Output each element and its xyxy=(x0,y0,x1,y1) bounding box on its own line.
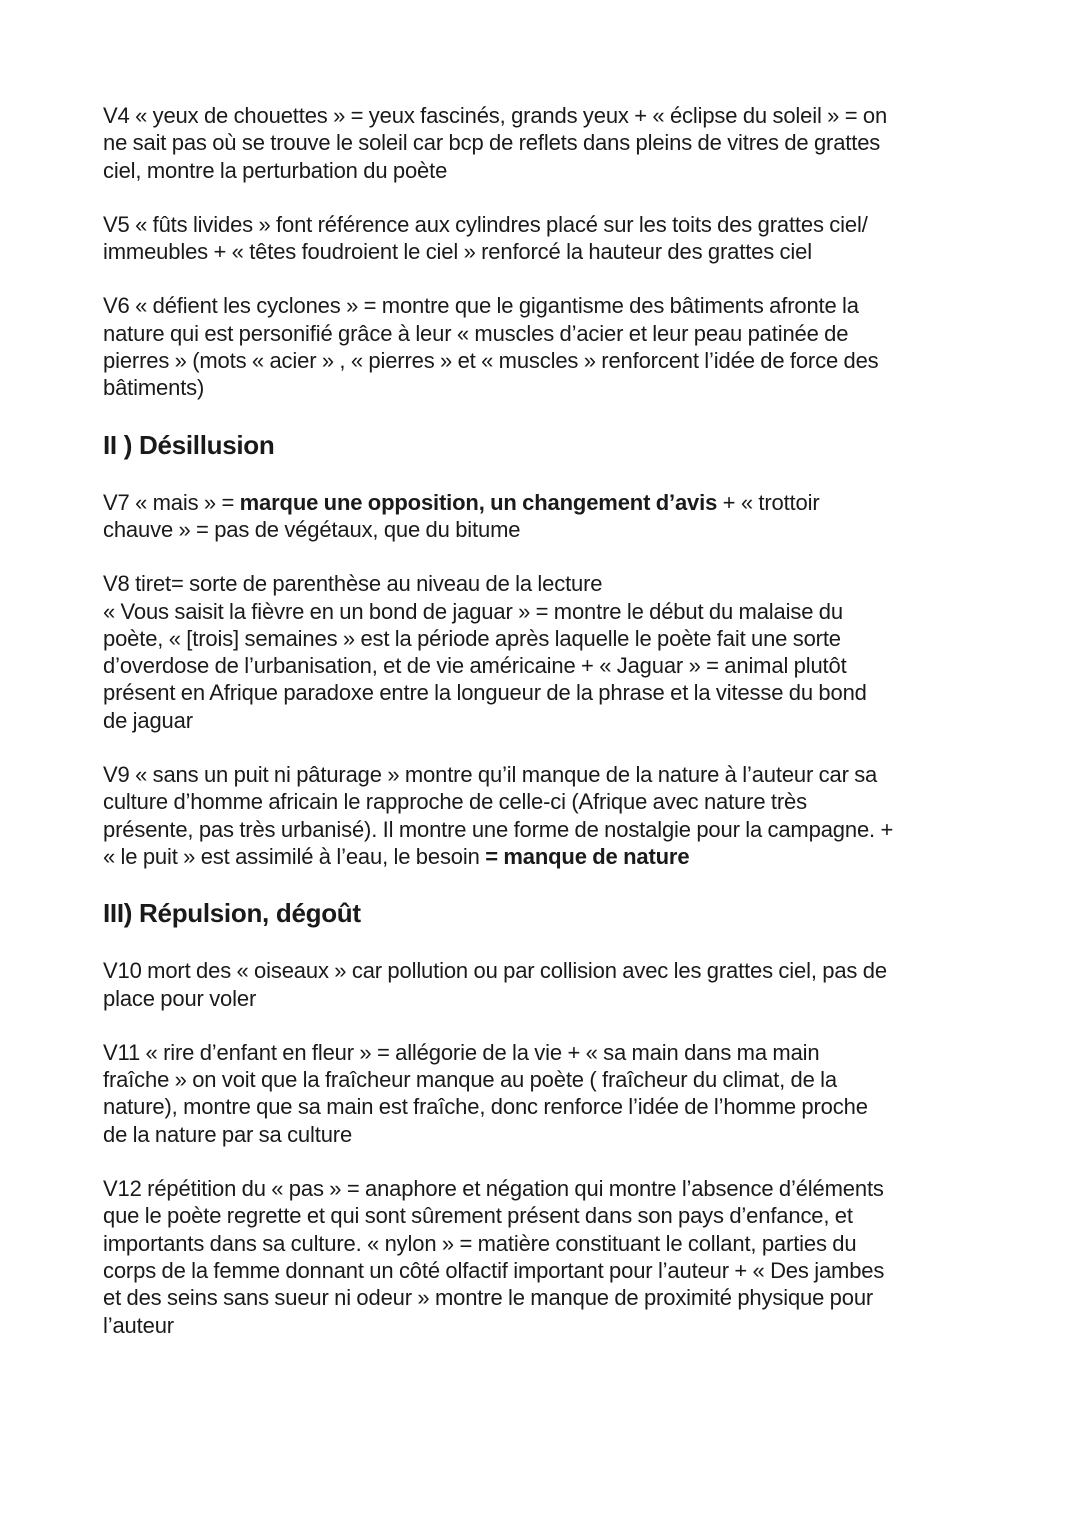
document-page xyxy=(103,102,983,1366)
text-line xyxy=(103,761,983,788)
text-line xyxy=(103,516,983,543)
text-segment: + « trottoir xyxy=(717,489,820,515)
text-segment: V12 répétition du « pas » = anaphore et négation qui montre l’absence d’éléments xyxy=(103,1176,884,1202)
text-segment: V9 « sans un puit ni pâturage » montre qu’il manque de la nature à l’auteur car sa xyxy=(103,762,878,788)
text-line xyxy=(103,292,983,319)
text-segment: de jaguar xyxy=(103,707,193,733)
text-line xyxy=(103,211,983,238)
section-heading: II ) Désillusion xyxy=(103,429,275,460)
text-line xyxy=(103,985,983,1012)
text-line xyxy=(103,238,983,265)
text-segment: V8 tiret= sorte de parenthèse au niveau de la lecture xyxy=(103,571,603,597)
paragraph xyxy=(103,489,983,544)
text-line xyxy=(103,843,983,870)
text-line xyxy=(103,570,983,597)
text-segment: nature), montre que sa main est fraîche, donc renforce l’idée de l’homme proche xyxy=(103,1094,868,1120)
text-segment: ne sait pas où se trouve le soleil car bcp de reflets dans pleins de vitres de grattes xyxy=(103,130,881,156)
text-segment: ciel, montre la perturbation du poète xyxy=(103,157,448,183)
section-heading: III) Répulsion, dégoût xyxy=(103,898,361,929)
text-line xyxy=(103,598,983,625)
text-line xyxy=(103,707,983,734)
text-segment: d’overdose de l’urbanisation, et de vie américaine + « Jaguar » = animal plutôt xyxy=(103,653,847,679)
paragraph xyxy=(103,570,983,734)
text-segment: fraîche » on voit que la fraîcheur manque au poète ( fraîcheur du climat, de la xyxy=(103,1067,837,1093)
text-segment: V11 « rire d’enfant en fleur » = allégorie de la vie + « sa main dans ma main xyxy=(103,1039,820,1065)
text-line xyxy=(103,1066,983,1093)
bold-text: = manque de nature xyxy=(485,843,690,869)
text-line xyxy=(103,1284,983,1311)
text-line xyxy=(103,1312,983,1339)
text-line xyxy=(103,1093,983,1120)
text-line xyxy=(103,652,983,679)
text-segment: bâtiments) xyxy=(103,375,205,401)
text-line xyxy=(103,374,983,401)
text-line xyxy=(103,957,983,984)
text-line xyxy=(103,102,983,129)
text-segment: présente, pas très urbanisé). Il montre une forme de nostalgie pour la campagne. + xyxy=(103,816,894,842)
text-line xyxy=(103,816,983,843)
text-line xyxy=(103,347,983,374)
paragraph xyxy=(103,292,983,401)
text-segment: V7 « mais » = xyxy=(103,489,240,515)
text-segment: poète, « [trois] semaines » est la période après laquelle le poète fait une sorte xyxy=(103,625,841,651)
text-segment: et des seins sans sueur ni odeur » montre le manque de proximité physique pour xyxy=(103,1285,874,1311)
text-segment: de la nature par sa culture xyxy=(103,1121,353,1147)
text-segment: l’auteur xyxy=(103,1312,174,1338)
text-segment: V10 mort des « oiseaux » car pollution ou par collision avec les grattes ciel, pas de xyxy=(103,958,887,984)
text-segment: immeubles + « têtes foudroient le ciel » renforcé la hauteur des grattes ciel xyxy=(103,239,812,265)
bold-text: marque une opposition, un changement d’avis xyxy=(239,489,718,515)
text-line xyxy=(103,625,983,652)
text-line xyxy=(103,1121,983,1148)
text-line xyxy=(103,1202,983,1229)
paragraph xyxy=(103,957,983,1012)
paragraph xyxy=(103,761,983,870)
text-line xyxy=(103,489,983,516)
text-line xyxy=(103,1257,983,1284)
text-segment: « le puit » est assimilé à l’eau, le besoin xyxy=(103,843,486,869)
text-segment: pierres » (mots « acier » , « pierres » et « muscles » renforcent l’idée de force des xyxy=(103,348,879,374)
text-line xyxy=(103,320,983,347)
text-segment: chauve » = pas de végétaux, que du bitume xyxy=(103,516,521,542)
text-segment: importants dans sa culture. « nylon » = matière constituant le collant, parties du xyxy=(103,1230,857,1256)
paragraph xyxy=(103,1175,983,1339)
paragraph xyxy=(103,102,983,184)
text-segment: « Vous saisit la fièvre en un bond de jaguar » = montre le début du malaise du xyxy=(103,598,843,624)
text-line xyxy=(103,679,983,706)
text-segment: nature qui est personifié grâce à leur « muscles d’acier et leur peau patinée de xyxy=(103,320,849,346)
text-line xyxy=(103,129,983,156)
text-line xyxy=(103,788,983,815)
text-segment: culture d’homme africain le rapproche de celle-ci (Afrique avec nature très xyxy=(103,789,807,815)
text-segment: V5 « fûts livides » font référence aux cylindres placé sur les toits des grattes ciel/ xyxy=(103,211,868,237)
text-segment: V4 « yeux de chouettes » = yeux fascinés, grands yeux + « éclipse du soleil » = on xyxy=(103,103,888,128)
text-line xyxy=(103,1175,983,1202)
text-line xyxy=(103,157,983,184)
text-segment: que le poète regrette et qui sont sûrement présent dans son pays d’enfance, et xyxy=(103,1203,853,1229)
text-segment: corps de la femme donnant un côté olfactif important pour l’auteur + « Des jambes xyxy=(103,1257,885,1283)
text-segment: place pour voler xyxy=(103,985,257,1011)
text-line xyxy=(103,1230,983,1257)
text-segment: présent en Afrique paradoxe entre la longueur de la phrase et la vitesse du bond xyxy=(103,680,867,706)
text-line xyxy=(103,1039,983,1066)
paragraph xyxy=(103,1039,983,1148)
text-segment: V6 « défient les cyclones » = montre que le gigantisme des bâtiments afronte la xyxy=(103,293,859,319)
paragraph xyxy=(103,211,983,266)
